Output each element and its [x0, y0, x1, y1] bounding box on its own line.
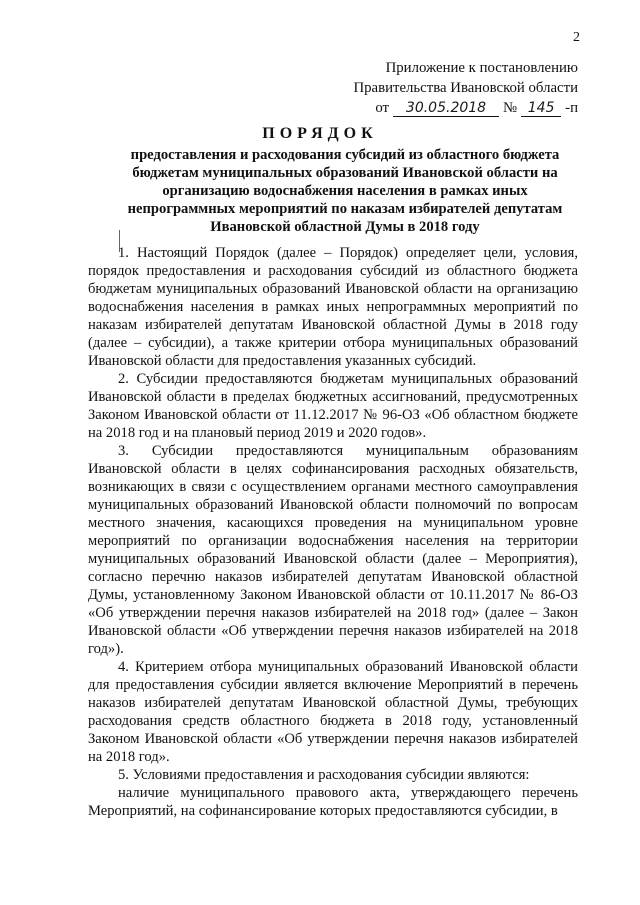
header-date-line: [375, 98, 578, 118]
paragraph-2: 2. Субсидии предоставляются бюджетам муниципальных образований Ивановской области в пределах бюджетных ассигнований, предусмотренных Законом Ивановской области от 11.12.2017 № 96-ОЗ «Об областном бюджете на 2018 год и на плановый период 2019 и 2020 годов».: [88, 371, 578, 441]
paragraph-4: 4. Критерием отбора муниципальных образований Ивановской области для предоставления субсидии является включение Мероприятий в перечень наказов избирателей депутатам Ивановской областной Думы, требующих расходования средств областного бюджета в 2018 году, установленный Законом Ивановской области «Об утверждении перечня наказов избирателей на 2018 год».: [88, 659, 578, 765]
document-body: [88, 244, 578, 820]
header-prefix: от: [375, 100, 390, 116]
paragraph-1: 1. Настоящий Порядок (далее – Порядок) определяет цели, условия, порядок предоставления и расходования субсидий из областного бюджета бюджетам муниципальных образований Ивановской области на организацию водоснабжения населения в рамках иных непрограммных мероприятий по наказам избирателей депутатам Ивановской областной Думы в 2018 году (далее – субсидии), а также критерии отбора муниципальных образований Ивановской области для предоставления указанных субсидий.: [88, 245, 578, 369]
document-subtitle: предоставления и расходования субсидий из областного бюджета бюджетам муниципальных образований Ивановской области на организацию водоснабжения населения в рамках иных непрограммных мероприятий по наказам избирателей депутатам Ивановской областной Думы в 2018 году: [127, 147, 563, 235]
number-suffix: -п: [565, 100, 578, 116]
paragraph-5: 5. Условиями предоставления и расходования субсидии являются:: [118, 767, 530, 783]
paragraph-3: 3. Субсидии предоставляются муниципальным образованиям Ивановской области в целях софинансирования расходных обязательств, возникающих в связи с осуществлением органами местного самоуправления муниципальных образований Ивановской области полномочий по вопросам местного значения, касающихся проведения на муниципальном уровне мероприятий по организации водоснабжения населения на территории муниципальных образований Ивановской области (далее – Мероприятия), согласно перечню наказов избирателей депутатам Ивановской областной Думы, установленному Законом Ивановской области от 10.11.2017 № 86-ОЗ «Об утверждении перечня наказов избирателей на 2018 год» (далее – Закон Ивановской области «Об утверждении перечня наказов избирателей на 2018 год»).: [88, 443, 578, 657]
page-number: 2: [573, 30, 580, 45]
handwritten-number: 145: [521, 100, 561, 117]
handwritten-date: 30.05.2018: [393, 100, 499, 117]
document-title: ПОРЯДОК: [262, 125, 378, 142]
header-line-2: Правительства Ивановской области: [353, 80, 578, 96]
number-label: №: [503, 100, 518, 116]
paragraph-6: наличие муниципального правового акта, утверждающего перечень Мероприятий, на софинансирование которых предоставляются субсидии, в: [88, 785, 578, 819]
header-line-1: Приложение к постановлению: [385, 60, 578, 76]
